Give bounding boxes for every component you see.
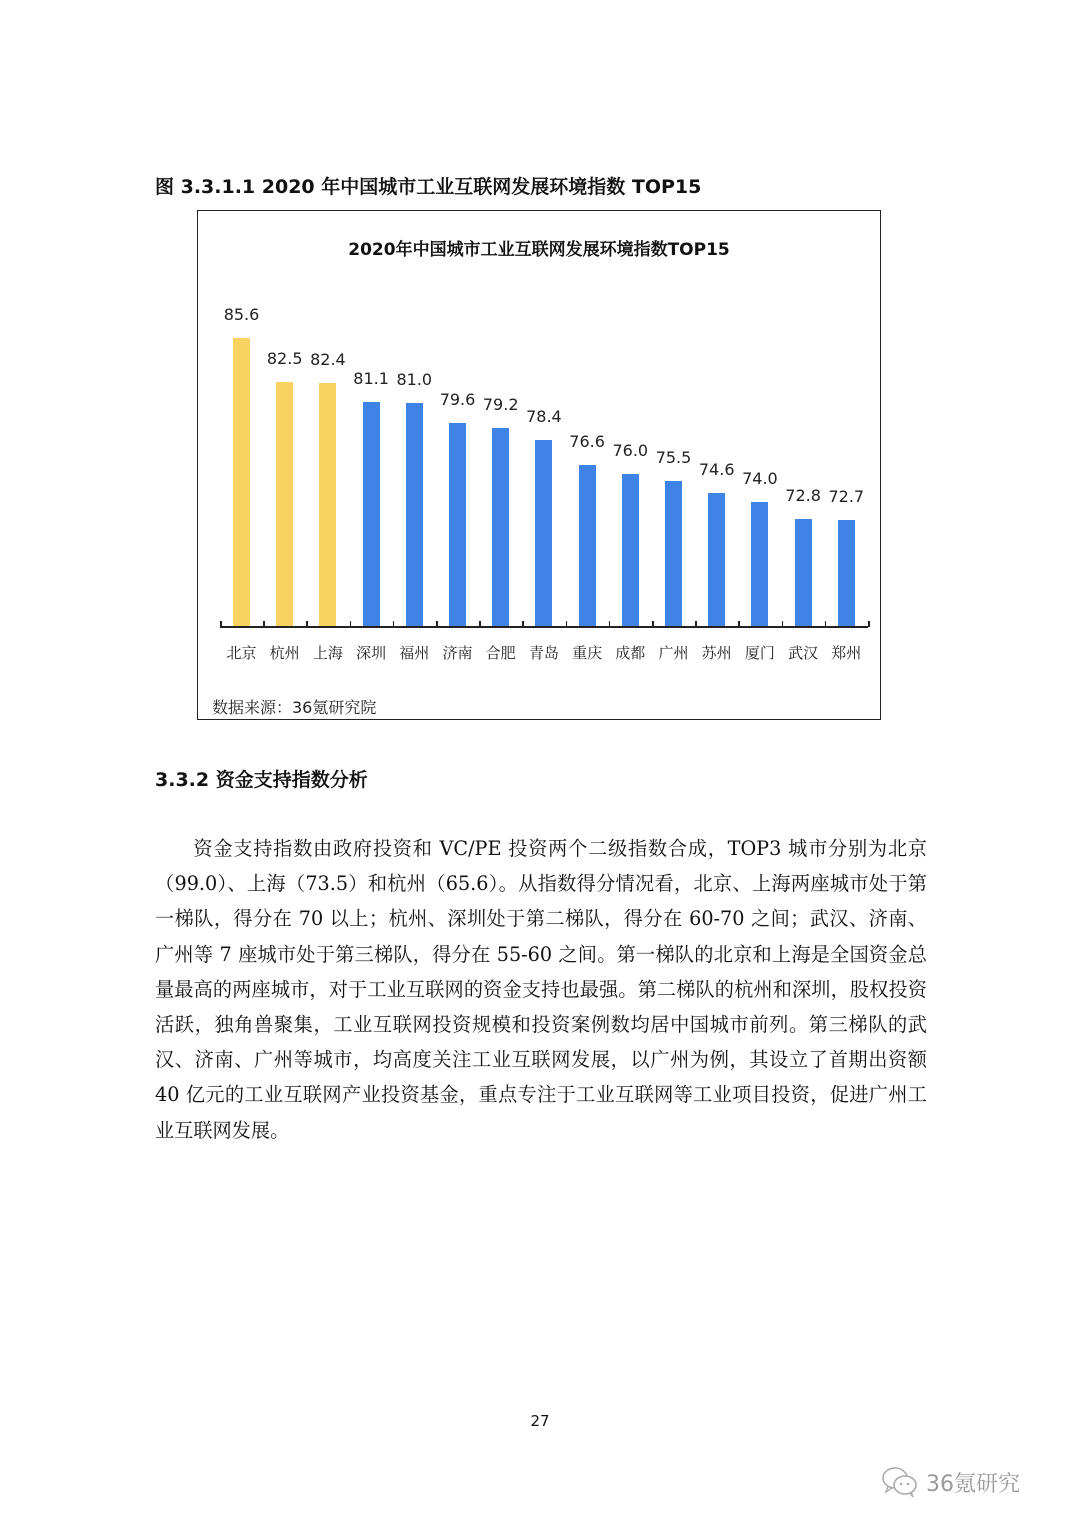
bar-value-label: 75.5 — [655, 447, 692, 467]
x-axis-tick — [350, 621, 352, 627]
x-axis-tick — [868, 621, 870, 627]
bar-10 — [622, 474, 639, 626]
bar-9 — [579, 465, 596, 626]
figure-caption: 图 3.3.1.1 2020 年中国城市工业互联网发展环境指数 TOP15 — [155, 176, 702, 198]
x-axis-tick — [738, 621, 740, 627]
bar-value-label: 81.0 — [396, 370, 433, 390]
category-label: 深圳 — [356, 644, 387, 662]
bar-4 — [363, 402, 380, 626]
bar-value-label: 74.0 — [742, 468, 778, 488]
x-axis-tick — [479, 621, 481, 627]
bar-12 — [708, 493, 725, 626]
chart-frame — [197, 210, 881, 720]
chart-source: 数据来源：36氪研究院 — [212, 698, 377, 717]
category-label: 重庆 — [572, 644, 603, 662]
bar-value-label: 82.4 — [310, 350, 346, 370]
category-label: 武汉 — [788, 644, 819, 662]
category-label: 苏州 — [701, 644, 732, 662]
x-axis-tick — [695, 621, 697, 627]
bar-value-label: 78.4 — [526, 406, 562, 426]
x-axis-tick — [436, 621, 438, 627]
bar-value-label: 85.6 — [223, 305, 260, 325]
bar-13 — [751, 502, 768, 626]
category-label: 合肥 — [485, 644, 516, 662]
category-label: 厦门 — [744, 644, 775, 662]
wechat-icon — [880, 1465, 920, 1499]
section-heading: 3.3.2 资金支持指数分析 — [155, 769, 368, 791]
watermark-text: 36氪研究 — [926, 1471, 1020, 1497]
bar-3 — [319, 383, 336, 626]
page-number: 27 — [530, 1412, 550, 1430]
category-label: 青岛 — [528, 644, 559, 662]
x-axis-tick — [263, 621, 265, 627]
plot-area — [198, 211, 880, 719]
x-axis-tick — [825, 621, 827, 627]
watermark — [880, 1465, 1020, 1499]
bar-value-label: 82.5 — [266, 348, 303, 368]
body-text — [155, 831, 927, 1148]
category-label: 广州 — [658, 644, 689, 662]
x-axis-tick — [782, 621, 784, 627]
bar-value-label: 72.7 — [828, 487, 865, 507]
bar-value-label: 76.6 — [569, 432, 605, 452]
category-label: 成都 — [615, 644, 646, 662]
chart-title: 2020年中国城市工业互联网发展环境指数TOP15 — [348, 240, 730, 260]
bar-7 — [492, 428, 509, 626]
bar-value-label: 79.6 — [439, 389, 476, 409]
x-axis-tick — [220, 621, 222, 627]
bar-value-label: 74.6 — [698, 460, 735, 480]
bar-value-label: 79.2 — [482, 395, 519, 415]
x-axis-tick — [522, 621, 524, 627]
category-label: 济南 — [442, 644, 473, 662]
category-label: 上海 — [312, 644, 343, 662]
bar-6 — [449, 423, 466, 626]
x-axis-tick — [566, 621, 568, 627]
x-axis-tick — [609, 621, 611, 627]
category-label: 福州 — [399, 644, 430, 662]
paragraph: 资金支持指数由政府投资和 VC/PE 投资两个二级指数合成，TOP3 城市分别为北京（99.0）、上海（73.5）和杭州（65.6）。从指数得分情况看，北京、上海两座城市处于第一梯队，得分在 70 以上；杭州、深圳处于第二梯队，得分在 60-70 之间；武汉、济南、广州等 7 座城市处于第三梯队，得分在 55-60 之间。第一梯队的北京和上海是全国资金总量最高的两座城市，对于工业互联网的资金支持也最强。第二梯队的杭州和深圳，股权投资活跃，独角兽聚集，工业互联网投资规模和投资案例数均居中国城市前列。第三梯队的武汉、济南、广州等城市，均高度关注工业互联网发展，以广州为例，其设立了首期出资额 40 亿元的工业互联网产业投资基金，重点专注于工业互联网等工业项目投资，促进广州工业互联网发展。 — [155, 837, 927, 1142]
bar-5 — [406, 403, 423, 626]
category-label: 郑州 — [831, 644, 862, 662]
x-axis-tick — [393, 621, 395, 627]
bar-value-label: 72.8 — [785, 485, 821, 505]
bar-8 — [535, 440, 552, 626]
bar-15 — [838, 520, 855, 626]
bar-14 — [795, 519, 812, 626]
bar-11 — [665, 481, 682, 626]
bar-1 — [233, 338, 250, 626]
x-axis-tick — [652, 621, 654, 627]
bar-2 — [276, 382, 293, 626]
category-label: 北京 — [226, 644, 257, 662]
category-label: 杭州 — [269, 644, 300, 662]
x-axis-line — [220, 626, 868, 628]
bar-value-label: 76.0 — [612, 440, 649, 460]
x-axis-tick — [306, 621, 308, 627]
bar-value-label: 81.1 — [353, 368, 389, 388]
